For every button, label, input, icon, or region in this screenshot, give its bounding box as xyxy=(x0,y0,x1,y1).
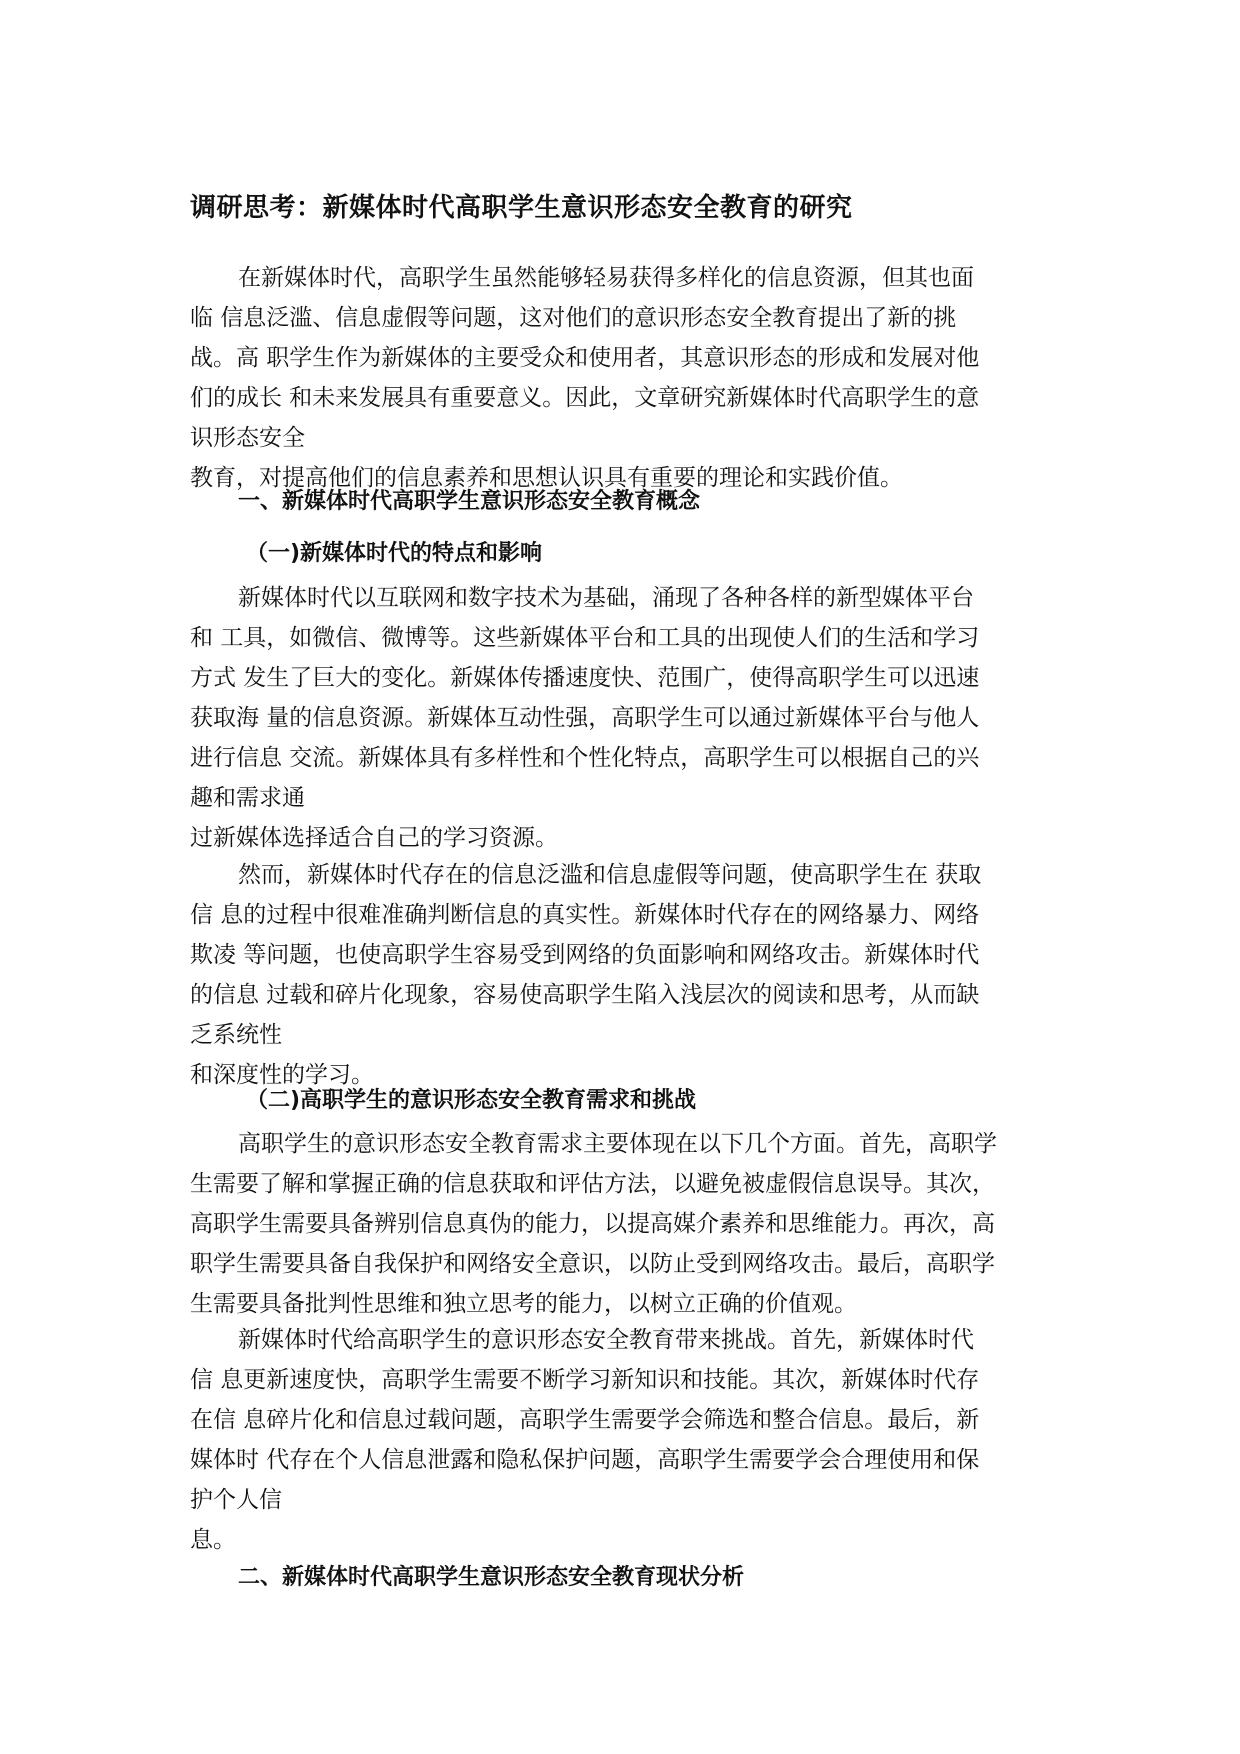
paragraph-line: 趣和需求通 xyxy=(190,785,305,811)
paragraph-line: 和 工具，如微信、微博等。这些新媒体平台和工具的出现使人们的生活和学习 xyxy=(190,625,980,651)
paragraph-line: 高职学生的意识形态安全教育需求主要体现在以下几个方面。首先，高职学 xyxy=(238,1131,997,1157)
paragraph-line: 临 信息泛滥、信息虚假等问题，这对他们的意识形态安全教育提出了新的挑 xyxy=(190,305,957,331)
paragraph-line: 进行信息 交流。新媒体具有多样性和个性化特点，高职学生可以根据自己的兴 xyxy=(190,745,980,771)
section-heading-2: 二、新媒体时代高职学生意识形态安全教育现状分析 xyxy=(238,1565,745,1590)
paragraph-line: 们的成长 和未来发展具有重要意义。因此，文章研究新媒体时代高职学生的意 xyxy=(190,385,980,411)
document-title: 调研思考：新媒体时代高职学生意识形态安全教育的研究 xyxy=(190,193,853,223)
paragraph-line: 和深度性的学习。 xyxy=(190,1062,374,1088)
paragraph-education-needs xyxy=(190,1124,1054,1324)
paragraph-line: 识形态安全 xyxy=(190,425,305,451)
paragraph-line: 息。 xyxy=(190,1527,236,1553)
paragraph-line: 获取海 量的信息资源。新媒体互动性强，高职学生可以通过新媒体平台与他人 xyxy=(190,705,980,731)
paragraph-line: 新媒体时代给高职学生的意识形态安全教育带来挑战。首先，新媒体时代 xyxy=(238,1327,974,1353)
paragraph-line: 乏系统性 xyxy=(190,1022,282,1048)
paragraph-line: 在新媒体时代，高职学生虽然能够轻易获得多样化的信息资源，但其也面 xyxy=(238,265,974,291)
paragraph-line: 护个人信 xyxy=(190,1487,282,1513)
paragraph-intro xyxy=(190,258,1054,498)
paragraph-line: 信 息更新速度快，高职学生需要不断学习新知识和技能。其次，新媒体时代存 xyxy=(190,1367,980,1393)
subsection-heading-1-2: （二)高职学生的意识形态安全教育需求和挑战 xyxy=(246,1088,697,1113)
paragraph-new-media-features xyxy=(190,578,1054,858)
paragraph-line: 在信 息碎片化和信息过载问题，高职学生需要学会筛选和整合信息。最后，新 xyxy=(190,1407,980,1433)
paragraph-line: 方式 发生了巨大的变化。新媒体传播速度快、范围广，使得高职学生可以迅速 xyxy=(190,665,980,691)
subsection-heading-1-1: （一)新媒体时代的特点和影响 xyxy=(246,541,543,566)
paragraph-line: 教育，对提高他们的信息素养和思想认识具有重要的理论和实践价值。 xyxy=(190,465,903,491)
paragraph-education-challenges xyxy=(190,1320,1054,1560)
paragraph-line: 欺凌 等问题，也使高职学生容易受到网络的负面影响和网络攻击。新媒体时代 xyxy=(190,942,980,968)
paragraph-line: 战。高 职学生作为新媒体的主要受众和使用者，其意识形态的形成和发展对他 xyxy=(190,345,980,371)
paragraph-line: 生需要具备批判性思维和独立思考的能力，以树立正确的价值观。 xyxy=(190,1291,857,1317)
paragraph-line: 高职学生需要具备辨别信息真伪的能力，以提高媒介素养和思维能力。再次，高 xyxy=(190,1211,995,1237)
paragraph-line: 生需要了解和掌握正确的信息获取和评估方法，以避免被虚假信息误导。其次， xyxy=(190,1171,995,1197)
paragraph-line: 然而，新媒体时代存在的信息泛滥和信息虚假等问题，使高职学生在 获取 xyxy=(238,862,982,888)
paragraph-new-media-problems xyxy=(190,855,1054,1095)
paragraph-line: 媒体时 代存在个人信息泄露和隐私保护问题，高职学生需要学会合理使用和保 xyxy=(190,1447,980,1473)
paragraph-line: 新媒体时代以互联网和数字技术为基础，涌现了各种各样的新型媒体平台 xyxy=(238,585,974,611)
section-heading-1: 一、新媒体时代高职学生意识形态安全教育概念 xyxy=(238,489,701,514)
paragraph-line: 的信息 过载和碎片化现象，容易使高职学生陷入浅层次的阅读和思考，从而缺 xyxy=(190,982,980,1008)
paragraph-line: 职学生需要具备自我保护和网络安全意识，以防止受到网络攻击。最后，高职学 xyxy=(190,1251,995,1277)
paragraph-line: 信 息的过程中很难准确判断信息的真实性。新媒体时代存在的网络暴力、网络 xyxy=(190,902,980,928)
paragraph-line: 过新媒体选择适合自己的学习资源。 xyxy=(190,825,558,851)
